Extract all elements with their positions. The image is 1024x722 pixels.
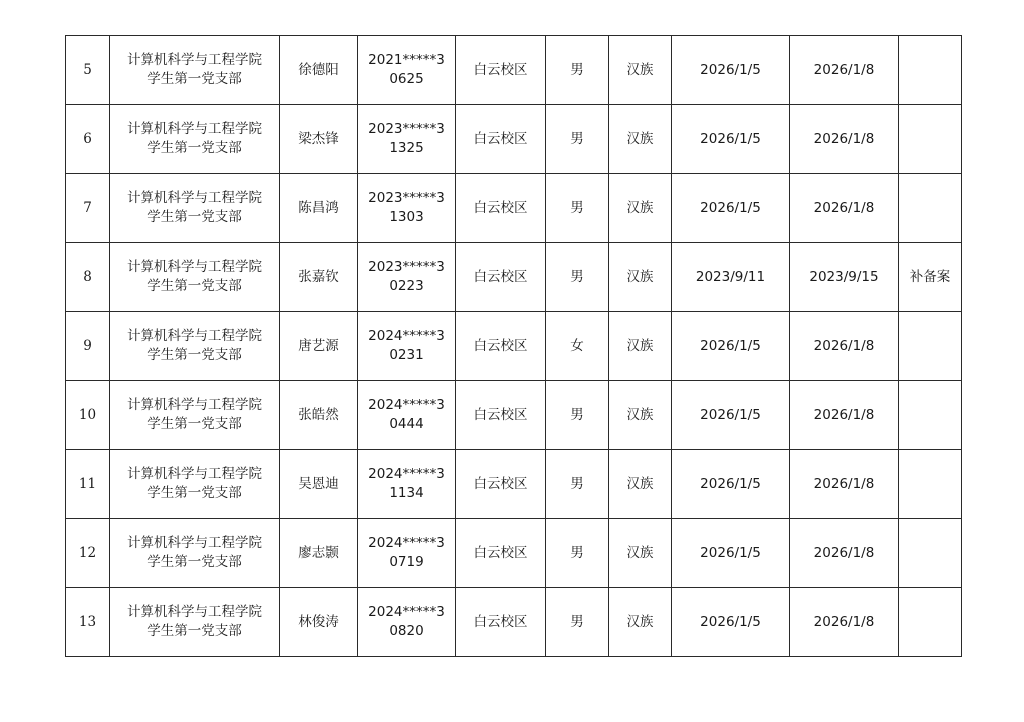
date-end-cell [790, 36, 899, 105]
student-id-cell [358, 243, 456, 312]
date-end-cell [790, 174, 899, 243]
campus-text: 白云校区 [473, 337, 528, 354]
name-cell [280, 36, 358, 105]
table-body [66, 36, 962, 657]
name-cell [280, 243, 358, 312]
campus-text: 白云校区 [473, 406, 528, 423]
date-start-cell [672, 105, 790, 174]
party-branch-cell [110, 381, 280, 450]
date-start-cell [672, 243, 790, 312]
student-id-text: 0223 [389, 278, 424, 294]
party-branch-text: 计算机科学与工程学院 [127, 190, 262, 206]
student-id-cell [358, 174, 456, 243]
name-text: 吴恩迪 [298, 475, 339, 492]
table-row [66, 450, 962, 519]
campus-text: 白云校区 [473, 544, 528, 561]
date-end-text: 2026/1/8 [813, 613, 875, 630]
row-number-cell [66, 381, 110, 450]
date-end-text: 2023/9/15 [809, 268, 879, 285]
row-number-text: 13 [78, 613, 97, 630]
ethnicity-text: 汉族 [626, 475, 654, 492]
campus-text: 白云校区 [473, 130, 528, 147]
campus-cell [456, 312, 546, 381]
party-branch-text: 计算机科学与工程学院 [127, 466, 262, 482]
student-id-text: 2024*****3 [368, 397, 445, 413]
note-cell [899, 381, 962, 450]
table-row [66, 174, 962, 243]
date-end-cell [790, 105, 899, 174]
student-id-text: 2024*****3 [368, 328, 445, 344]
gender-cell [546, 36, 609, 105]
date-end-cell [790, 312, 899, 381]
row-number-cell [66, 519, 110, 588]
gender-text: 男 [570, 199, 584, 216]
row-number-cell [66, 312, 110, 381]
date-start-text: 2026/1/5 [700, 61, 761, 78]
party-branch-cell [110, 519, 280, 588]
campus-cell [456, 174, 546, 243]
name-text: 梁杰锋 [298, 130, 339, 147]
name-cell [280, 381, 358, 450]
ethnicity-cell [609, 381, 672, 450]
date-end-text: 2026/1/8 [813, 61, 875, 78]
gender-text: 男 [570, 406, 584, 423]
party-branch-text: 学生第一党支部 [147, 140, 242, 156]
gender-cell [546, 105, 609, 174]
date-start-text: 2026/1/5 [700, 199, 761, 216]
date-end-text: 2026/1/8 [813, 544, 875, 561]
campus-text: 白云校区 [473, 61, 528, 78]
date-end-cell [790, 519, 899, 588]
party-branch-cell [110, 243, 280, 312]
gender-text: 男 [570, 130, 584, 147]
date-end-cell [790, 588, 899, 657]
party-branch-cell [110, 36, 280, 105]
party-branch-cell [110, 450, 280, 519]
party-branch-text: 计算机科学与工程学院 [127, 328, 262, 344]
row-number-text: 6 [83, 130, 92, 147]
date-start-text: 2026/1/5 [700, 337, 761, 354]
name-text: 廖志颢 [298, 544, 339, 561]
student-id-text: 1134 [389, 485, 424, 501]
date-start-cell [672, 312, 790, 381]
student-id-text: 2023*****3 [368, 190, 445, 206]
ethnicity-text: 汉族 [626, 130, 654, 147]
note-cell [899, 312, 962, 381]
date-start-cell [672, 36, 790, 105]
student-id-text: 2024*****3 [368, 535, 445, 551]
date-end-text: 2026/1/8 [813, 337, 875, 354]
table-row [66, 519, 962, 588]
party-branch-text: 学生第一党支部 [147, 485, 242, 501]
party-branch-text: 学生第一党支部 [147, 416, 242, 432]
gender-text: 男 [570, 544, 584, 561]
party-branch-cell [110, 312, 280, 381]
ethnicity-text: 汉族 [626, 337, 654, 354]
date-start-text: 2026/1/5 [700, 130, 761, 147]
date-end-cell [790, 381, 899, 450]
date-end-text: 2026/1/8 [813, 406, 875, 423]
table-row [66, 588, 962, 657]
table-row [66, 312, 962, 381]
student-id-text: 1325 [389, 140, 424, 156]
date-start-cell [672, 519, 790, 588]
row-number-text: 9 [83, 337, 92, 354]
ethnicity-text: 汉族 [626, 61, 654, 78]
note-cell [899, 243, 962, 312]
name-cell [280, 588, 358, 657]
party-branch-cell [110, 105, 280, 174]
table-row [66, 243, 962, 312]
campus-text: 白云校区 [473, 199, 528, 216]
gender-text: 男 [570, 61, 584, 78]
student-id-text: 2024*****3 [368, 604, 445, 620]
party-branch-text: 学生第一党支部 [147, 209, 242, 225]
gender-text: 男 [570, 475, 584, 492]
student-id-cell [358, 381, 456, 450]
date-end-text: 2026/1/8 [813, 199, 875, 216]
campus-cell [456, 519, 546, 588]
note-text: 补备案 [909, 268, 951, 285]
party-branch-text: 学生第一党支部 [147, 623, 242, 639]
ethnicity-cell [609, 36, 672, 105]
date-start-text: 2026/1/5 [700, 544, 761, 561]
row-number-cell [66, 588, 110, 657]
ethnicity-cell [609, 519, 672, 588]
ethnicity-text: 汉族 [626, 544, 654, 561]
student-id-cell [358, 519, 456, 588]
student-id-text: 0625 [389, 71, 424, 87]
student-id-text: 2023*****3 [368, 121, 445, 137]
party-branch-text: 学生第一党支部 [147, 71, 242, 87]
row-number-text: 12 [78, 544, 97, 561]
gender-text: 男 [570, 268, 584, 285]
student-id-cell [358, 588, 456, 657]
party-branch-cell [110, 174, 280, 243]
gender-text: 男 [570, 613, 584, 630]
ethnicity-cell [609, 174, 672, 243]
party-branch-text: 学生第一党支部 [147, 278, 242, 294]
student-id-text: 0444 [389, 416, 424, 432]
gender-cell [546, 174, 609, 243]
note-cell [899, 174, 962, 243]
date-start-cell [672, 450, 790, 519]
date-end-cell [790, 450, 899, 519]
party-branch-text: 计算机科学与工程学院 [127, 259, 262, 275]
row-number-text: 8 [83, 268, 92, 285]
campus-text: 白云校区 [473, 268, 528, 285]
gender-cell [546, 381, 609, 450]
date-start-text: 2026/1/5 [700, 475, 761, 492]
name-text: 徐德阳 [298, 61, 339, 78]
date-start-text: 2026/1/5 [700, 613, 761, 630]
row-number-cell [66, 243, 110, 312]
ethnicity-text: 汉族 [626, 613, 654, 630]
row-number-text: 11 [78, 475, 97, 492]
party-branch-text: 计算机科学与工程学院 [127, 121, 262, 137]
member-roster-table [65, 35, 962, 657]
campus-cell [456, 105, 546, 174]
campus-text: 白云校区 [473, 613, 528, 630]
student-id-text: 2021*****3 [368, 52, 445, 68]
name-text: 唐艺源 [298, 337, 339, 354]
name-text: 林俊涛 [298, 613, 339, 630]
row-number-cell [66, 450, 110, 519]
student-id-cell [358, 105, 456, 174]
name-cell [280, 519, 358, 588]
gender-text: 女 [570, 337, 584, 354]
student-id-text: 2024*****3 [368, 466, 445, 482]
date-start-cell [672, 174, 790, 243]
ethnicity-text: 汉族 [626, 199, 654, 216]
student-id-cell [358, 312, 456, 381]
date-end-text: 2026/1/8 [813, 475, 875, 492]
gender-cell [546, 588, 609, 657]
party-branch-text: 计算机科学与工程学院 [127, 52, 262, 68]
ethnicity-cell [609, 450, 672, 519]
row-number-cell [66, 174, 110, 243]
party-branch-text: 学生第一党支部 [147, 347, 242, 363]
party-branch-text: 计算机科学与工程学院 [127, 535, 262, 551]
date-end-text: 2026/1/8 [813, 130, 875, 147]
note-cell [899, 105, 962, 174]
ethnicity-cell [609, 588, 672, 657]
note-cell [899, 519, 962, 588]
date-start-cell [672, 381, 790, 450]
table-row [66, 381, 962, 450]
name-cell [280, 312, 358, 381]
name-text: 张嘉钦 [298, 268, 339, 285]
row-number-text: 5 [83, 61, 92, 78]
ethnicity-text: 汉族 [626, 268, 654, 285]
student-id-cell [358, 36, 456, 105]
row-number-text: 10 [78, 406, 97, 423]
date-start-text: 2026/1/5 [700, 406, 761, 423]
party-branch-text: 计算机科学与工程学院 [127, 604, 262, 620]
student-id-text: 0719 [389, 554, 424, 570]
campus-cell [456, 36, 546, 105]
name-cell [280, 174, 358, 243]
student-id-text: 2023*****3 [368, 259, 445, 275]
campus-cell [456, 588, 546, 657]
name-text: 张皓然 [298, 406, 339, 423]
student-id-cell [358, 450, 456, 519]
party-branch-cell [110, 588, 280, 657]
table-row [66, 105, 962, 174]
ethnicity-text: 汉族 [626, 406, 654, 423]
campus-cell [456, 243, 546, 312]
campus-text: 白云校区 [473, 475, 528, 492]
note-cell [899, 36, 962, 105]
row-number-cell [66, 105, 110, 174]
name-cell [280, 105, 358, 174]
party-branch-text: 计算机科学与工程学院 [127, 397, 262, 413]
gender-cell [546, 519, 609, 588]
date-end-cell [790, 243, 899, 312]
table-row [66, 36, 962, 105]
gender-cell [546, 243, 609, 312]
gender-cell [546, 450, 609, 519]
note-cell [899, 450, 962, 519]
campus-cell [456, 381, 546, 450]
ethnicity-cell [609, 312, 672, 381]
row-number-text: 7 [83, 199, 92, 216]
date-start-text: 2023/9/11 [695, 268, 766, 285]
date-start-cell [672, 588, 790, 657]
name-cell [280, 450, 358, 519]
name-text: 陈昌鸿 [298, 199, 339, 216]
campus-cell [456, 450, 546, 519]
student-id-text: 0820 [389, 623, 424, 639]
gender-cell [546, 312, 609, 381]
ethnicity-cell [609, 243, 672, 312]
row-number-cell [66, 36, 110, 105]
student-id-text: 1303 [389, 209, 424, 225]
student-id-text: 0231 [389, 347, 424, 363]
note-cell [899, 588, 962, 657]
party-branch-text: 学生第一党支部 [147, 554, 242, 570]
ethnicity-cell [609, 105, 672, 174]
